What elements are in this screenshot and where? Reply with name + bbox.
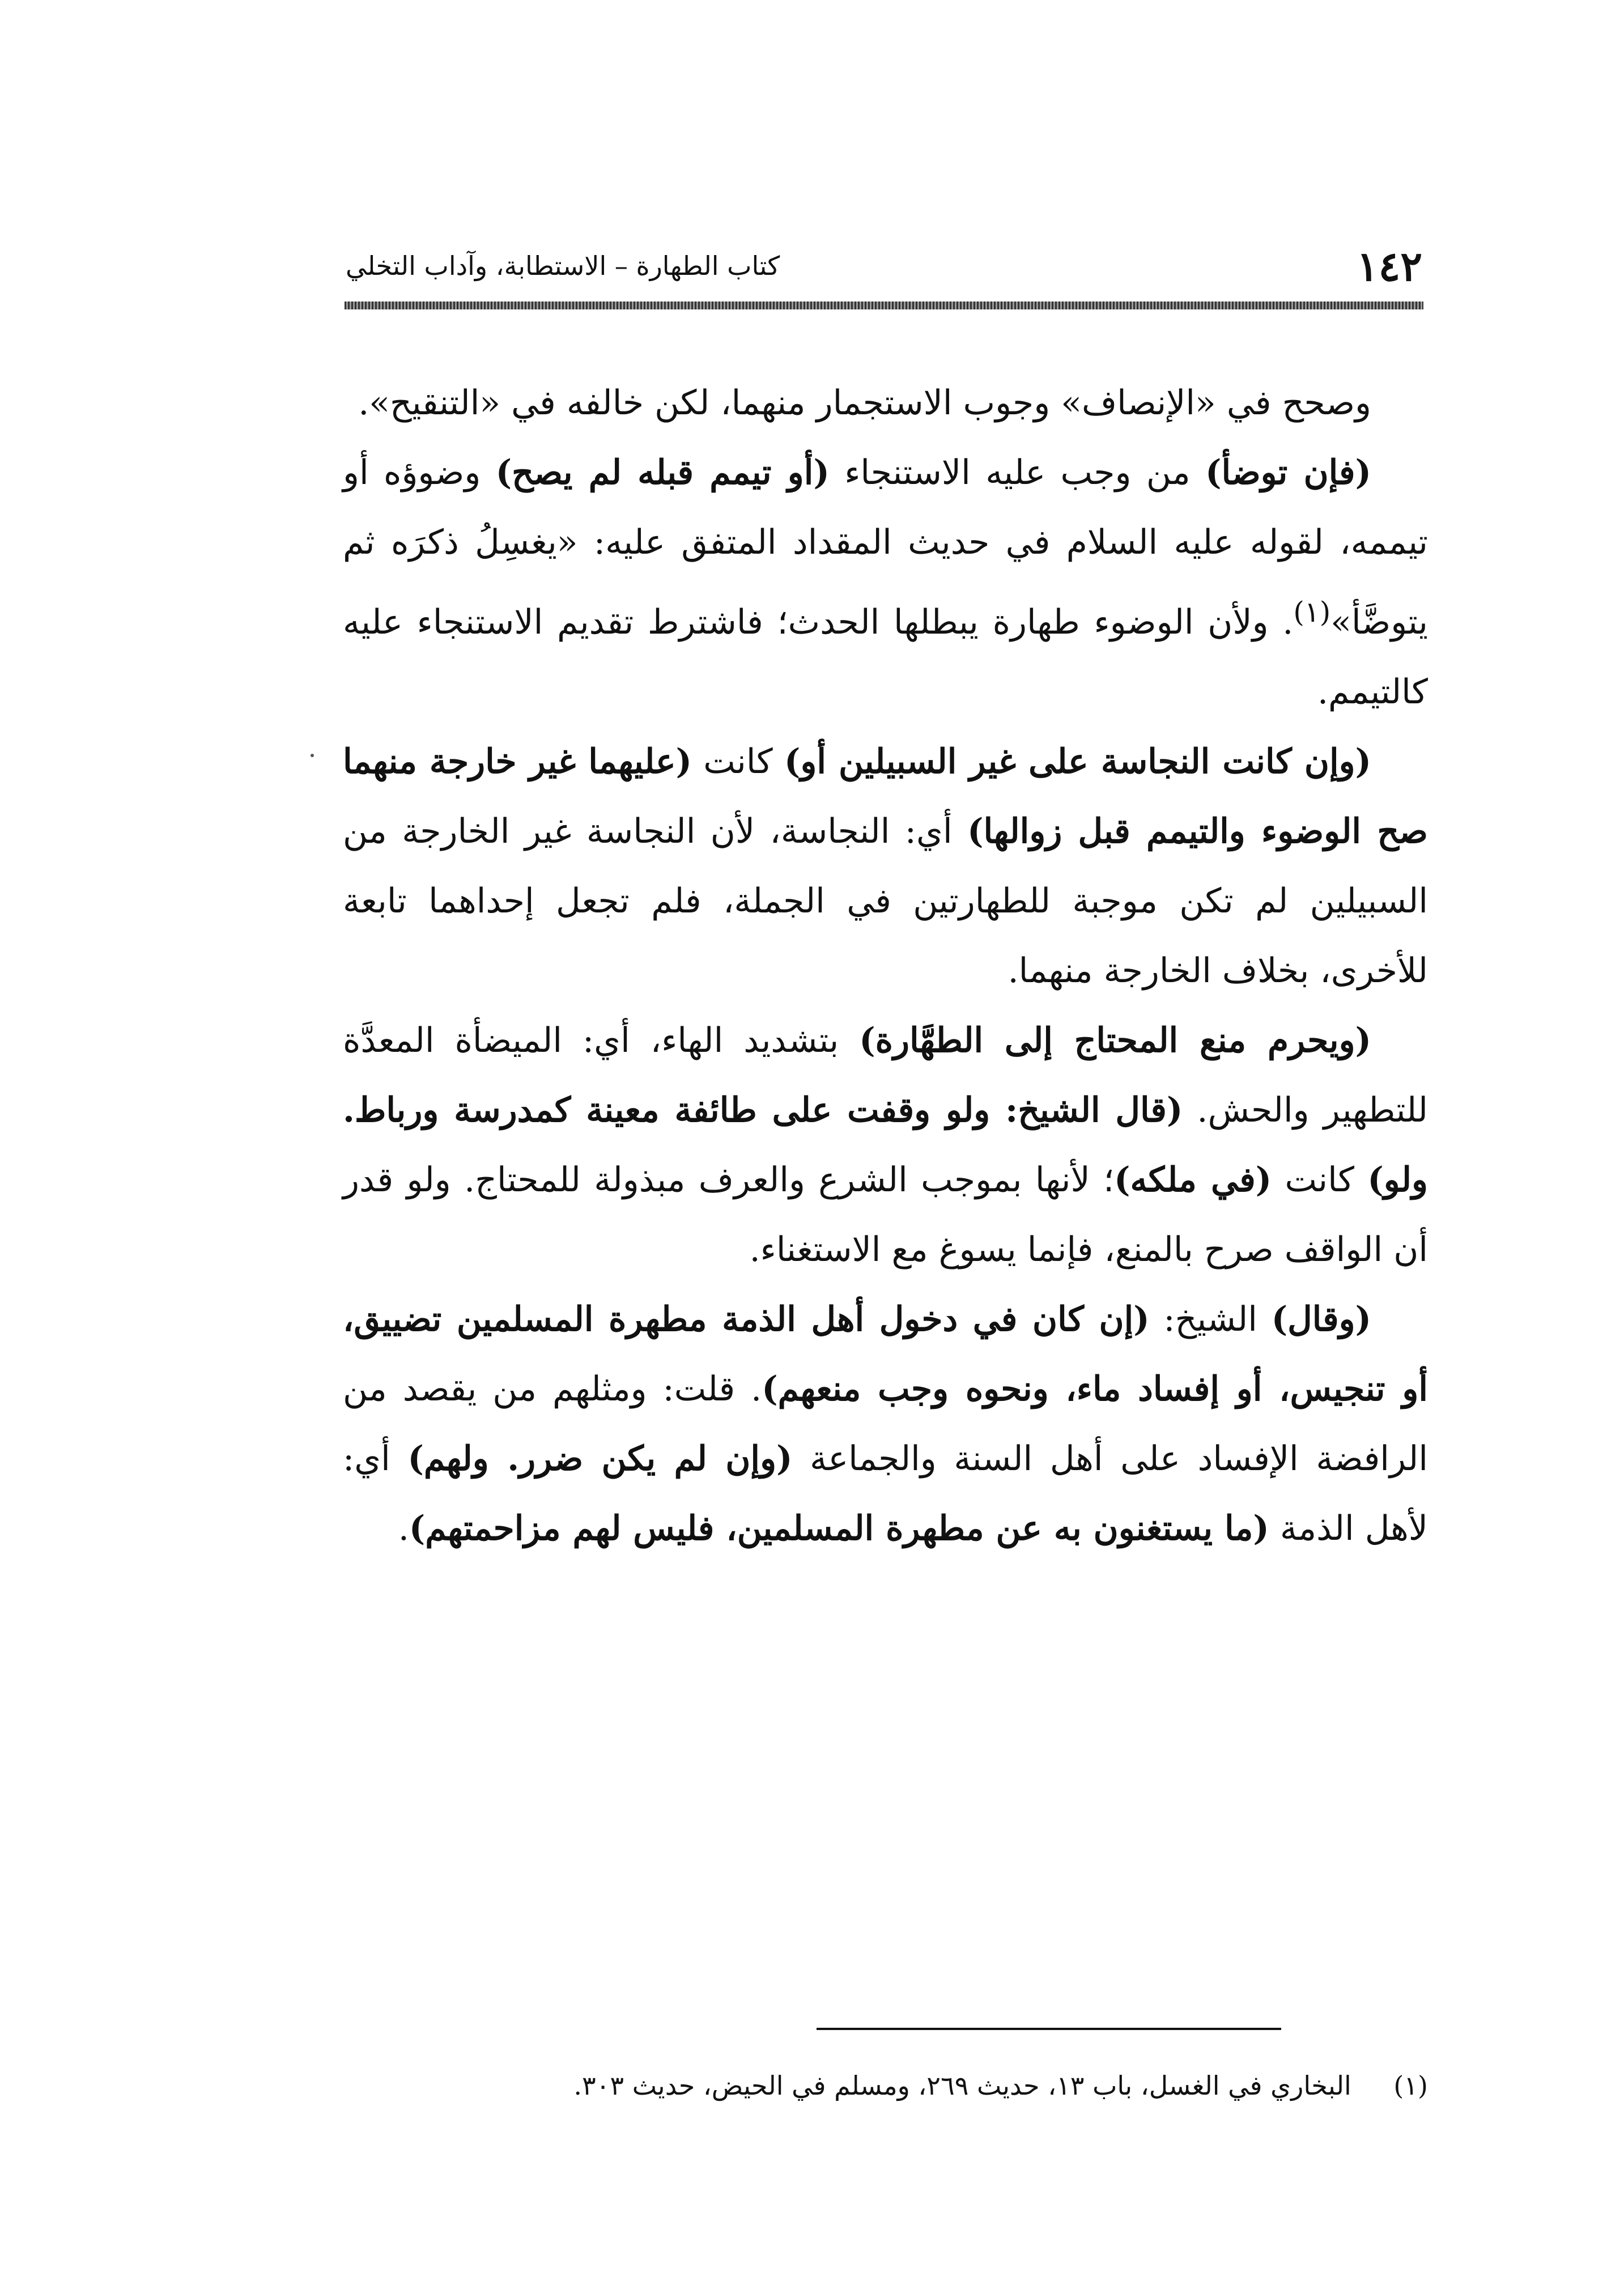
- matn-text: (وقال): [1271, 1300, 1372, 1339]
- running-header: [346, 244, 1422, 289]
- paragraph: [343, 438, 1428, 727]
- commentary-text: بتشديد الهاء، أي: الميضأة المعدَّة للتطهير والحش.: [343, 1021, 1428, 1130]
- header-divider: [345, 302, 1423, 309]
- footnote: [343, 2063, 1428, 2108]
- matn-text: (وإن كانت النجاسة على غير السبيلين أو): [784, 742, 1371, 782]
- matn-text: (قال الشيخ: ولو وقفت على طائفة معينة كمدرسة ورباط. ولو): [343, 1090, 1428, 1200]
- matn-text: (ما يستغنون به عن مطهرة المسلمين، فليس لهم مزاحمتهم): [409, 1509, 1269, 1548]
- matn-text: (ويحرم منع المحتاج إلى الطهَّارة): [859, 1021, 1371, 1060]
- commentary-text: الشيخ:: [1149, 1300, 1272, 1339]
- commentary-text: وضوؤه أو تيممه، لقوله عليه السلام في حديث المقداد المتفق عليه: «يغسِلُ ذكرَه ثم يتوضَّأ»: [343, 453, 1428, 642]
- commentary-text: .: [398, 1509, 409, 1548]
- paragraph: [343, 727, 1428, 1006]
- footnote-reference: (١): [1293, 596, 1331, 629]
- commentary-text: من وجب عليه الاستنجاء: [829, 453, 1206, 492]
- commentary-text: وصحح في «الإنصاف» وجوب الاستجمار منهما، لكن خالفه في «التنقيح».: [358, 383, 1371, 423]
- commentary-text: . قلت: ومثلهم من يقصد من الرافضة الإفساد على أهل السنة والجماعة: [343, 1369, 1428, 1479]
- footnote-text: البخاري في الغسل، باب ١٣، حديث ٢٦٩، ومسلم في الحيض، حديث ٣٠٣.: [573, 2070, 1351, 2101]
- matn-text: (عليهما غير خارجة منهما صح الوضوء والتيمم قبل زوالها): [343, 742, 1428, 851]
- scan-speck: [311, 754, 314, 757]
- paragraph: [343, 1006, 1428, 1285]
- footnote-marker: (١): [1393, 2070, 1428, 2101]
- commentary-text: أي: النجاسة، لأن النجاسة غير الخارجة من السبيلين لم تكن موجبة للطهارتين في الجملة، فلم تجعل إحداهما تابعة للأخرى، بخلاف الخارجة منهما.: [343, 812, 1428, 991]
- commentary-text: . ولأن الوضوء طهارة يبطلها الحدث؛ فاشترط تقديم الاستنجاء عليه كالتيمم.: [343, 602, 1428, 712]
- matn-text: (فإن توضأ): [1205, 453, 1371, 492]
- matn-text: (أو تيمم قبله لم يصح): [495, 453, 830, 492]
- running-title: كتاب الطهارة – الاستطابة، وآداب التخلي: [346, 250, 780, 281]
- commentary-text: ؛ لأنها بموجب الشرع والعرف مبذولة للمحتاج. ولو قدر أن الواقف صرح بالمنع، فإنما يسوغ مع الاستغناء.: [343, 1160, 1428, 1269]
- matn-text: (وإن لم يكن ضرر. ولهم): [407, 1439, 793, 1479]
- commentary-text: كانت: [692, 742, 784, 782]
- matn-text: (في ملكه): [1114, 1160, 1272, 1200]
- main-text: [343, 368, 1428, 1564]
- commentary-text: كانت: [1272, 1160, 1368, 1200]
- page-number: ١٤٢: [1356, 242, 1422, 290]
- commentary-text: أي: لأهل الذمة: [343, 1439, 1428, 1548]
- paragraph: [343, 368, 1428, 438]
- footnote-divider: [817, 2028, 1281, 2030]
- matn-text: (إن كان في دخول أهل الذمة مطهرة المسلمين تضييق، أو تنجيس، أو إفساد ماء، ونحوه وجب منعهم): [343, 1300, 1429, 1409]
- paragraph: [343, 1285, 1428, 1564]
